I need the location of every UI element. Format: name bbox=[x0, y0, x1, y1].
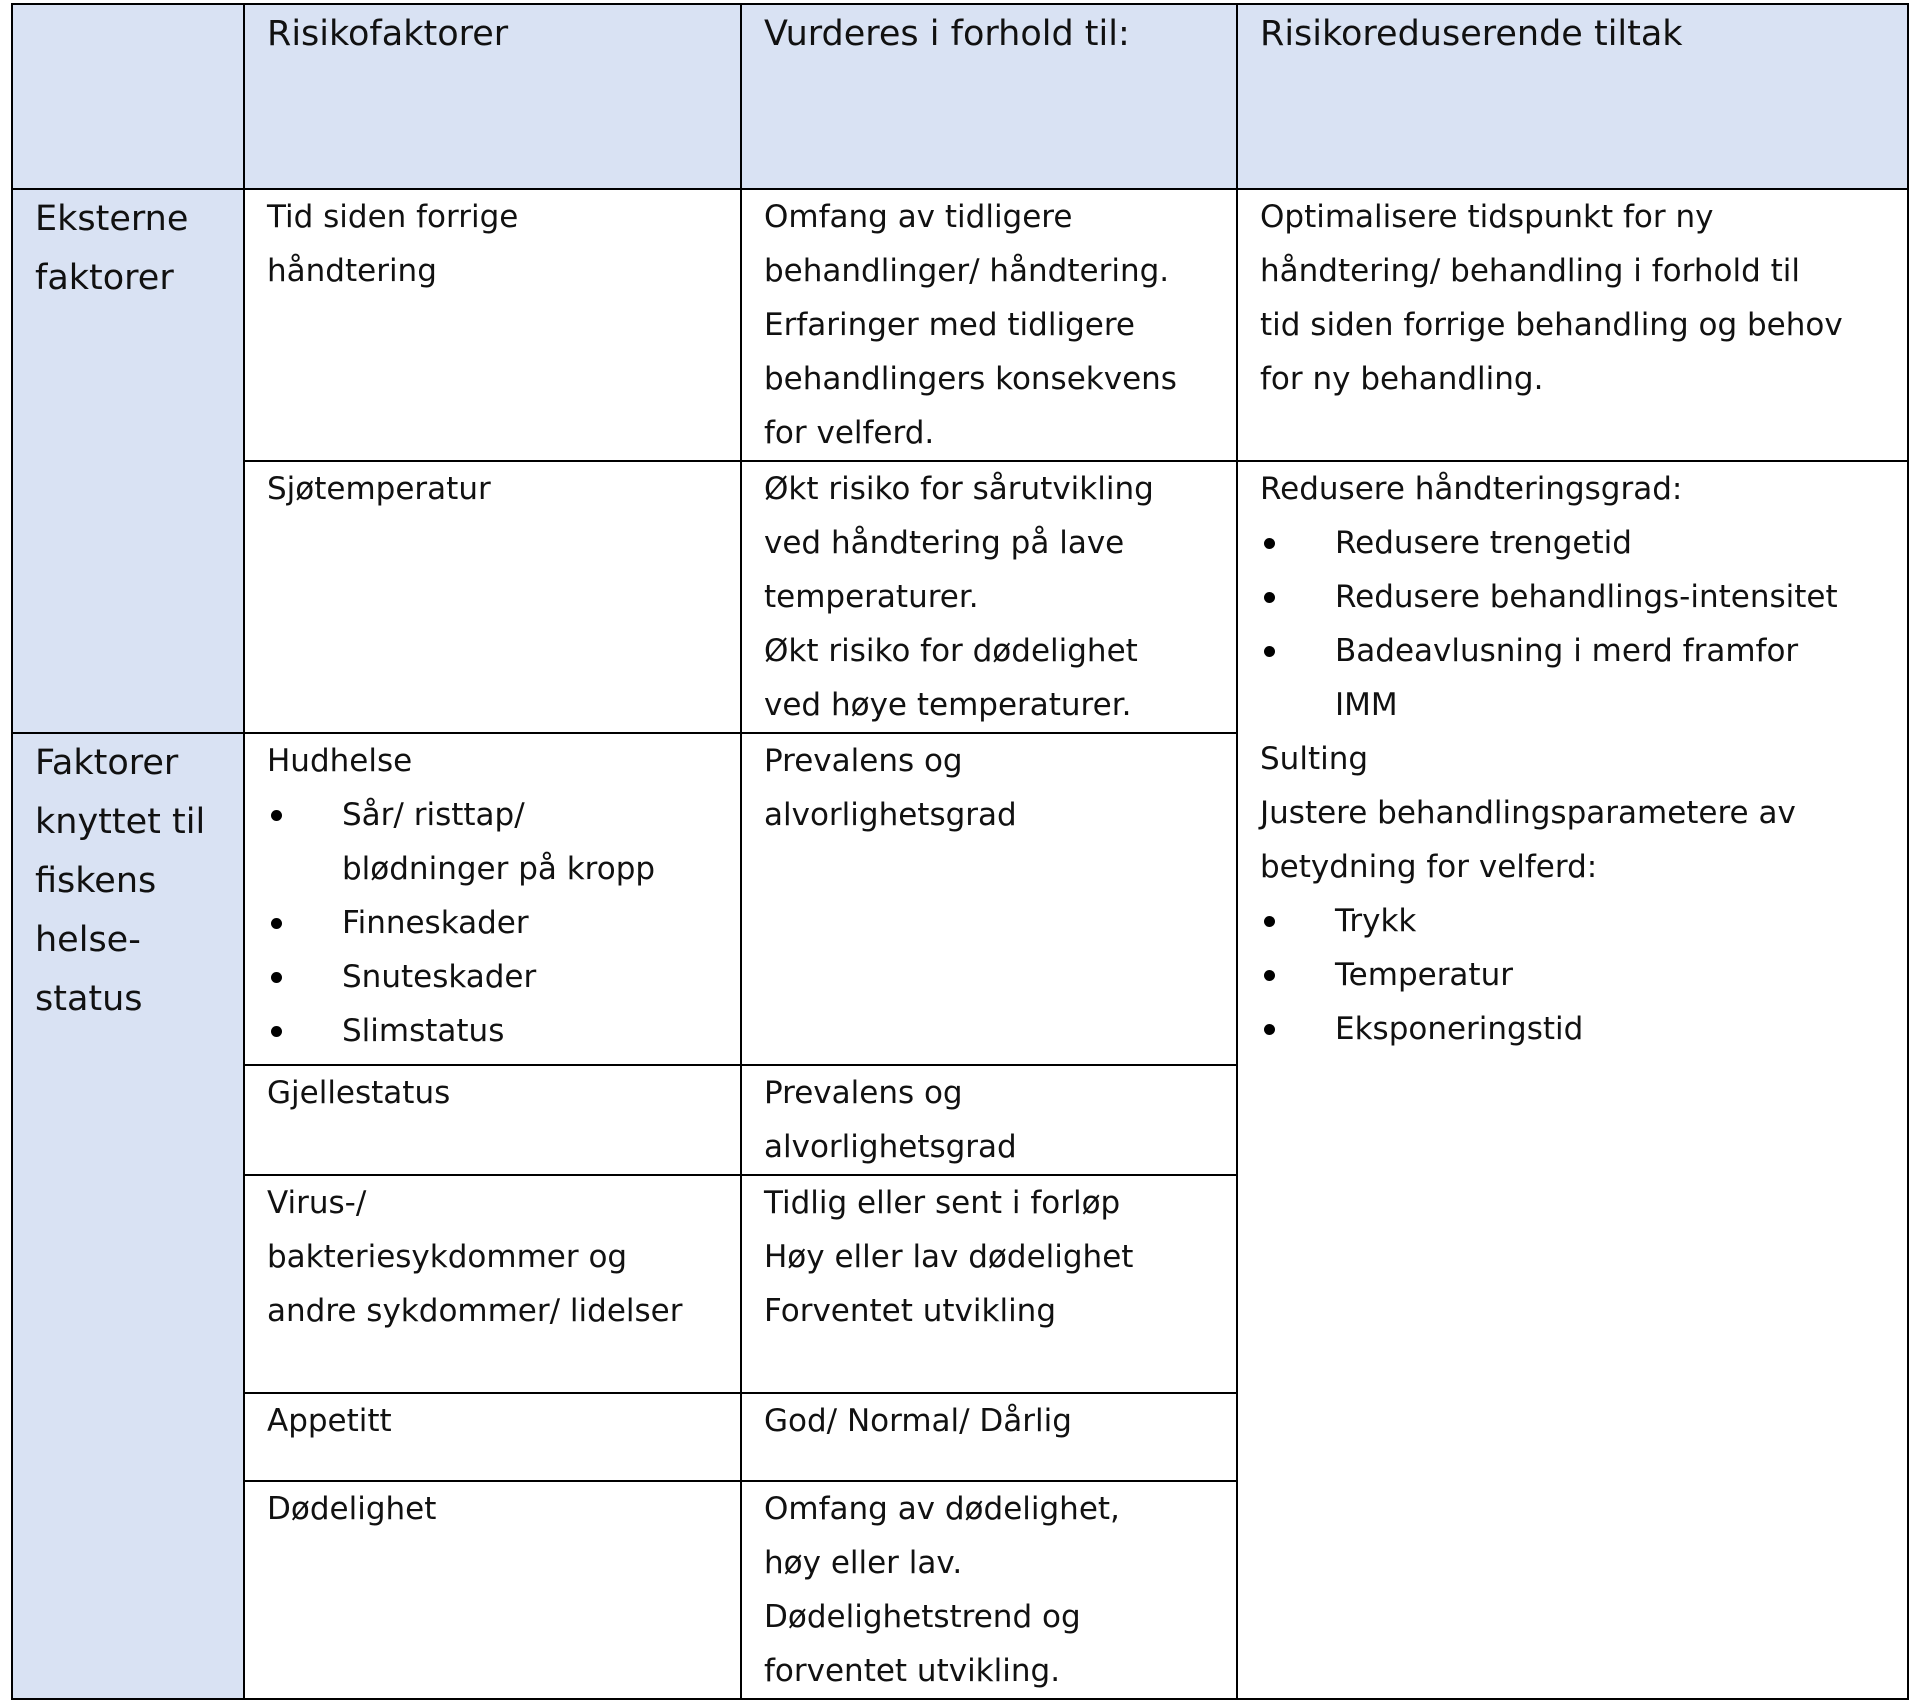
measure-optimize-timing bbox=[1237, 189, 1908, 461]
factor-gill-status: Gjellestatus bbox=[244, 1065, 741, 1175]
cell-text: ved håndtering på lave bbox=[764, 525, 1125, 561]
cell-text: Hudhelse bbox=[267, 743, 413, 779]
list-item: Redusere trengetid bbox=[1260, 516, 1889, 570]
list-item bbox=[267, 788, 722, 896]
assess-appetite: God/ Normal/ Dårlig bbox=[741, 1393, 1237, 1481]
cell-text: Erfaringer med tidligere bbox=[764, 307, 1135, 343]
cell-text: ved høye temperaturer. bbox=[764, 687, 1132, 723]
cell-text: Høy eller lav dødelighet bbox=[764, 1239, 1134, 1275]
cell-text: forventet utvikling. bbox=[764, 1653, 1061, 1689]
list-item: Redusere behandlings-intensitet bbox=[1260, 570, 1889, 624]
category-text: faktorer bbox=[35, 258, 174, 298]
list-item: Trykk bbox=[1260, 894, 1889, 948]
cell-text: temperaturer. bbox=[764, 579, 979, 615]
assess-mortality bbox=[741, 1481, 1237, 1699]
cell-text: Økt risiko for dødelighet bbox=[764, 633, 1138, 669]
cell-text: Prevalens og bbox=[764, 1075, 963, 1111]
header-assessed-against: Vurderes i forhold til: bbox=[741, 4, 1237, 189]
cell-text: håndtering/ behandling i forhold til bbox=[1260, 253, 1800, 289]
list-item: Finneskader bbox=[267, 896, 722, 950]
cell-text: betydning for velferd: bbox=[1260, 849, 1598, 885]
cell-text: blødninger på kropp bbox=[342, 851, 656, 887]
cell-text: for velferd. bbox=[764, 415, 935, 451]
cell-text: Optimalisere tidspunkt for ny bbox=[1260, 199, 1714, 235]
cell-text: Justere behandlingsparametere av bbox=[1260, 795, 1796, 831]
assess-disease bbox=[741, 1175, 1237, 1393]
factor-skin-health bbox=[244, 733, 741, 1065]
factor-appetite: Appetitt bbox=[244, 1393, 741, 1481]
category-text: Faktorer bbox=[35, 743, 179, 783]
cell-text: høy eller lav. bbox=[764, 1545, 963, 1581]
cell-text: Tid siden forrige bbox=[267, 199, 519, 235]
reduce-handling-list bbox=[1260, 516, 1889, 732]
adjust-parameters-list bbox=[1260, 894, 1889, 1056]
list-item bbox=[1260, 624, 1889, 732]
header-corner-cell bbox=[12, 4, 244, 189]
factor-disease bbox=[244, 1175, 741, 1393]
cell-text: behandlinger/ håndtering. bbox=[764, 253, 1170, 289]
assess-skin-health bbox=[741, 733, 1237, 1065]
factor-time-since-handling bbox=[244, 189, 741, 461]
cell-text: for ny behandling. bbox=[1260, 361, 1544, 397]
header-risk-factors: Risikofaktorer bbox=[244, 4, 741, 189]
table-row bbox=[12, 189, 1908, 461]
factor-sea-temperature: Sjøtemperatur bbox=[244, 461, 741, 733]
category-text: knyttet til bbox=[35, 802, 206, 842]
cell-text: Badeavlusning i merd framfor bbox=[1335, 633, 1799, 669]
header-row bbox=[12, 4, 1908, 189]
factor-mortality: Dødelighet bbox=[244, 1481, 741, 1699]
list-item: Eksponeringstid bbox=[1260, 1002, 1889, 1056]
measure-starving: Sulting bbox=[1260, 741, 1369, 777]
cell-text: Omfang av dødelighet, bbox=[764, 1491, 1120, 1527]
cell-text: håndtering bbox=[267, 253, 437, 289]
category-external-factors bbox=[12, 189, 244, 733]
cell-text: Virus-/ bbox=[267, 1185, 367, 1221]
cell-text: Prevalens og bbox=[764, 743, 963, 779]
category-fish-health-status bbox=[12, 733, 244, 1699]
category-text: status bbox=[35, 979, 143, 1019]
skin-health-list bbox=[267, 788, 722, 1058]
risk-table bbox=[11, 3, 1909, 1700]
cell-text: bakteriesykdommer og bbox=[267, 1239, 628, 1275]
cell-text: Dødelighetstrend og bbox=[764, 1599, 1081, 1635]
cell-text: behandlingers konsekvens bbox=[764, 361, 1177, 397]
list-item: Snuteskader bbox=[267, 950, 722, 1004]
header-risk-reducing-measures: Risikoreduserende tiltak bbox=[1237, 4, 1908, 189]
assess-sea-temperature bbox=[741, 461, 1237, 733]
category-text: fiskens bbox=[35, 861, 157, 901]
cell-text: alvorlighetsgrad bbox=[764, 797, 1017, 833]
cell-text: alvorlighetsgrad bbox=[764, 1129, 1017, 1165]
category-text: Eksterne bbox=[35, 199, 189, 239]
cell-text: Redusere håndteringsgrad: bbox=[1260, 471, 1683, 507]
assess-time-since-handling bbox=[741, 189, 1237, 461]
cell-text: Omfang av tidligere bbox=[764, 199, 1073, 235]
assess-gill-status bbox=[741, 1065, 1237, 1175]
list-item: Temperatur bbox=[1260, 948, 1889, 1002]
cell-text: Sår/ risttap/ bbox=[342, 797, 525, 833]
table-row bbox=[12, 461, 1908, 733]
cell-text: Tidlig eller sent i forløp bbox=[764, 1185, 1121, 1221]
list-item: Slimstatus bbox=[267, 1004, 722, 1058]
cell-text: tid siden forrige behandling og behov bbox=[1260, 307, 1843, 343]
cell-text: andre sykdommer/ lidelser bbox=[267, 1293, 683, 1329]
cell-text: Forventet utvikling bbox=[764, 1293, 1057, 1329]
cell-text: IMM bbox=[1335, 687, 1398, 723]
measure-reduce-handling bbox=[1237, 461, 1908, 1699]
cell-text: Økt risiko for sårutvikling bbox=[764, 471, 1154, 507]
category-text: helse- bbox=[35, 920, 141, 960]
